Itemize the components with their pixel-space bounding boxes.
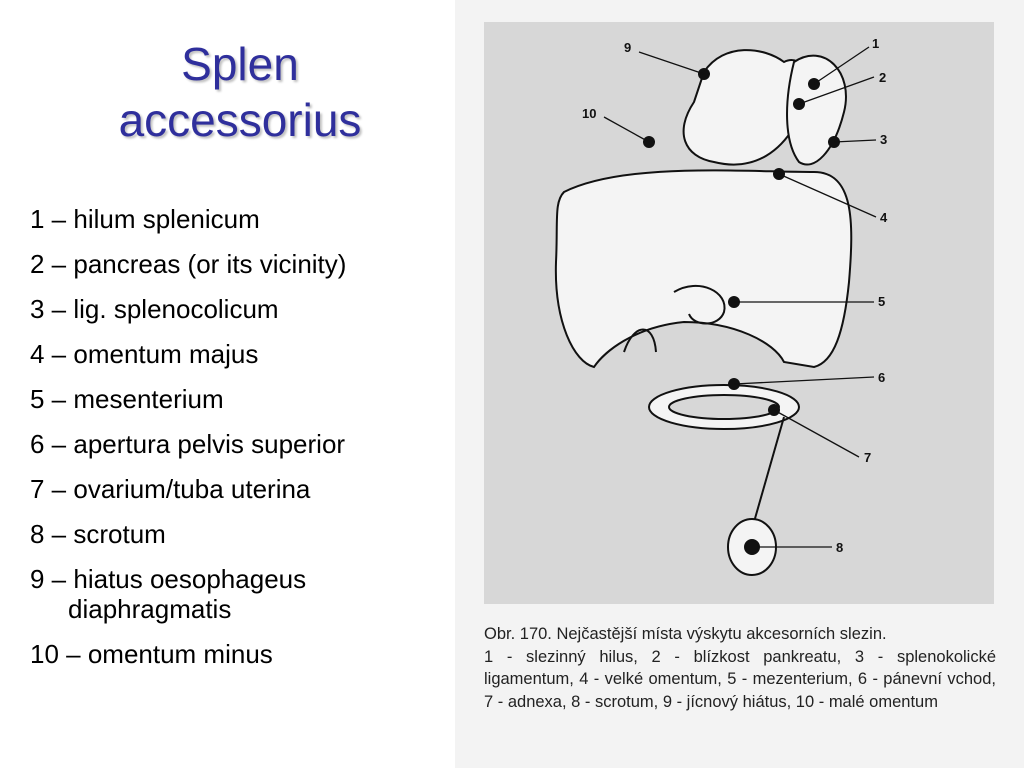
figure-label: 1 [872, 36, 880, 51]
spleen-shape [787, 56, 846, 165]
figure-label: 5 [878, 294, 886, 309]
legend-item: 5 – mesenterium [30, 384, 224, 414]
caption-heading: Obr. 170. Nejčastější místa výskytu akcesorních slezin. [484, 625, 887, 643]
figure-label: 6 [878, 370, 886, 385]
legend-item: 9 – hiatus oesophageus diaphragmatis [30, 564, 307, 624]
legend-item: 7 – ovarium/tuba uterina [30, 474, 311, 504]
title-line-1: Splen [181, 38, 299, 90]
legend-item: 4 – omentum majus [30, 339, 259, 369]
figure-label: 3 [880, 132, 888, 147]
figure-label: 10 [582, 106, 597, 121]
figure-label: 7 [864, 450, 872, 465]
legend-item: 8 – scrotum [30, 519, 166, 549]
figure-label: 2 [879, 70, 887, 85]
anatomical-figure [484, 22, 994, 604]
pelvis-opening [669, 395, 779, 419]
title-line-2: accessorius [118, 94, 362, 146]
figure-label: 9 [624, 40, 632, 55]
scrotum-cord [754, 417, 784, 522]
figure-label: 4 [880, 210, 888, 225]
caption-body: 1 - slezinný hilus, 2 - blízkost pankreatu, 3 - splenokolické ligamentum, 4 - velké omentum, 5 - mezenterium, 6 - pánevní vchod, 7 - adnexa, 8 - scrotum, 9 - jícnový hiátus, 10 - malé omentum [484, 647, 996, 711]
legend-item: 3 – lig. splenocolicum [30, 294, 279, 324]
legend-item: 6 – apertura pelvis superior [30, 429, 346, 459]
legend-list [30, 204, 460, 684]
figure-caption [484, 623, 996, 713]
slide-title [60, 36, 420, 148]
figure-label: 8 [836, 540, 844, 555]
legend-item: 10 – omentum minus [30, 639, 273, 669]
accessory-spleen-dot [745, 540, 759, 554]
anatomy-illustration [484, 22, 994, 604]
colon-shape [556, 170, 851, 367]
legend-item: 1 – hilum splenicum [30, 204, 260, 234]
legend-item: 2 – pancreas (or its vicinity) [30, 249, 347, 279]
